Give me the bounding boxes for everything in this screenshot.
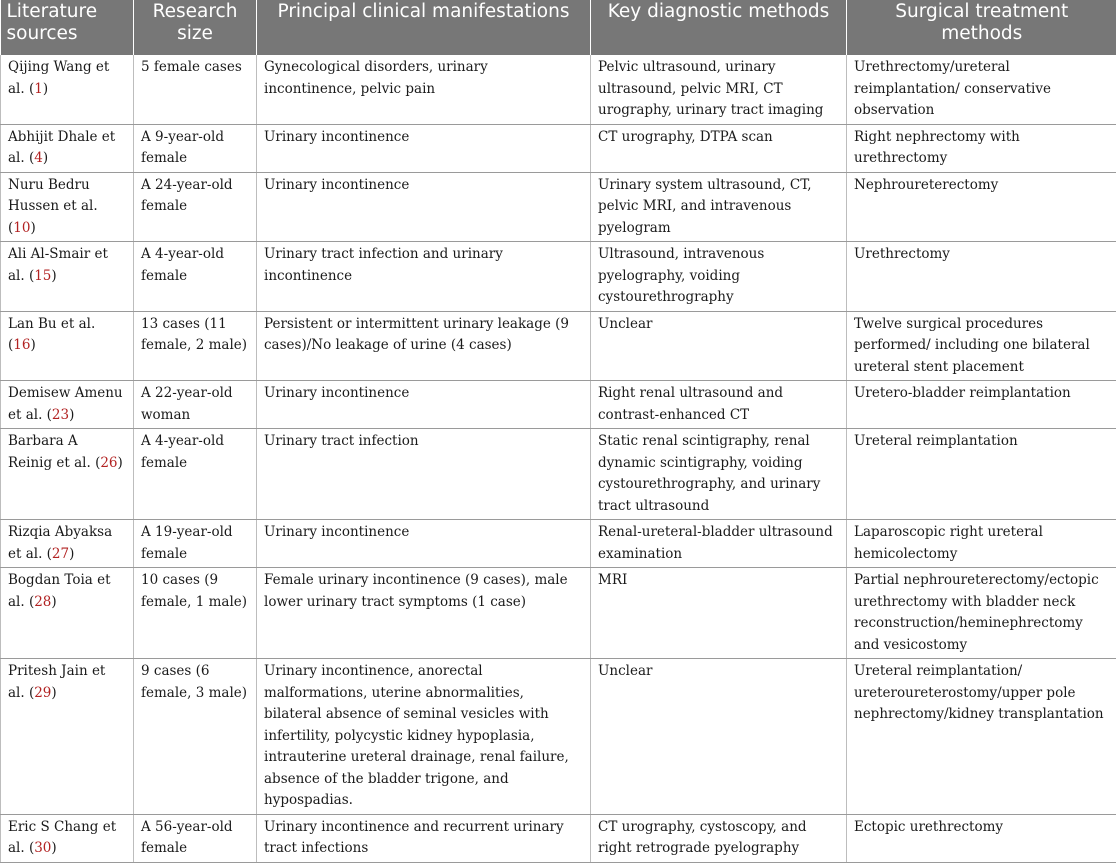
source-cell: [1, 381, 134, 429]
table-row: [1, 814, 1116, 862]
size-cell: 10 cases (9 female, 1 male): [134, 568, 257, 659]
manifestations-cell: Urinary incontinence: [257, 381, 591, 429]
diagnostics-cell: Right renal ultrasound and contrast-enhanced CT: [591, 381, 847, 429]
reference-link[interactable]: 15: [34, 268, 51, 284]
manifestations-cell: Gynecological disorders, urinary incontinence, pelvic pain: [257, 55, 591, 124]
source-cell: [1, 242, 134, 312]
surgery-cell: Laparoscopic right ureteral hemicolectomy: [847, 520, 1116, 568]
reference-link[interactable]: 26: [100, 455, 117, 471]
source-text: Bogdan Toia et al. (: [8, 572, 111, 610]
surgery-cell: Ureteral reimplantation/ ureteroureterostomy/upper pole nephrectomy/kidney transplantation: [847, 659, 1116, 815]
size-cell: A 19-year-old female: [134, 520, 257, 568]
surgery-cell: Urethrectomy/ureteral reimplantation/ conservative observation: [847, 55, 1116, 124]
source-close: ): [51, 594, 56, 610]
size-cell: A 4-year-old female: [134, 429, 257, 520]
size-cell: A 56-year-old female: [134, 814, 257, 862]
manifestations-cell: Urinary incontinence: [257, 172, 591, 242]
table-row: [1, 568, 1116, 659]
diagnostics-cell: Ultrasound, intravenous pyelography, voiding cystourethrography: [591, 242, 847, 312]
reference-link[interactable]: 4: [34, 150, 43, 166]
source-text: Qijing Wang et al. (: [8, 59, 109, 97]
source-close: ): [51, 268, 56, 284]
source-close: ): [118, 455, 123, 471]
header-diagnostic-methods: Key diagnostic methods: [591, 0, 847, 55]
table-row: [1, 381, 1116, 429]
reference-link[interactable]: 28: [34, 594, 51, 610]
table-row: [1, 429, 1116, 520]
size-cell: A 9-year-old female: [134, 124, 257, 172]
table-row: [1, 242, 1116, 312]
header-literature-sources: Literature sources: [1, 0, 134, 55]
manifestations-cell: Female urinary incontinence (9 cases), male lower urinary tract symptoms (1 case): [257, 568, 591, 659]
reference-link[interactable]: 29: [34, 685, 51, 701]
manifestations-cell: Urinary tract infection and urinary incontinence: [257, 242, 591, 312]
diagnostics-cell: CT urography, cystoscopy, and right retrograde pyelography: [591, 814, 847, 862]
surgery-cell: Nephroureterectomy: [847, 172, 1116, 242]
table-row: [1, 311, 1116, 381]
source-close: ): [69, 407, 74, 423]
source-text: Ali Al-Smair et al. (: [8, 246, 108, 284]
table-row: [1, 55, 1116, 124]
diagnostics-cell: Unclear: [591, 311, 847, 381]
source-text: Pritesh Jain et al. (: [8, 663, 105, 701]
size-cell: A 4-year-old female: [134, 242, 257, 312]
reference-link[interactable]: 1: [34, 81, 43, 97]
surgery-cell: Twelve surgical procedures performed/ including one bilateral ureteral stent placement: [847, 311, 1116, 381]
source-close: ): [51, 840, 56, 856]
surgery-cell: Urethrectomy: [847, 242, 1116, 312]
diagnostics-cell: Renal-ureteral-bladder ultrasound examination: [591, 520, 847, 568]
diagnostics-cell: Static renal scintigraphy, renal dynamic scintigraphy, voiding cystourethrography, and urinary tract ultrasound: [591, 429, 847, 520]
reference-link[interactable]: 16: [13, 337, 30, 353]
size-cell: A 24-year-old female: [134, 172, 257, 242]
surgery-cell: Partial nephroureterectomy/ectopic urethrectomy with bladder neck reconstruction/heminephrectomy and vesicostomy: [847, 568, 1116, 659]
manifestations-cell: Urinary incontinence, anorectal malformations, uterine abnormalities, bilateral absence of seminal vesicles with infertility, polycystic kidney hypoplasia, intrauterine ureteral drainage, renal failure, absence of the bladder trigone, and hypospadias.: [257, 659, 591, 815]
reference-link[interactable]: 27: [52, 546, 69, 562]
source-text: Eric S Chang et al. (: [8, 819, 116, 857]
size-cell: 13 cases (11 female, 2 male): [134, 311, 257, 381]
source-cell: [1, 172, 134, 242]
source-close: ): [43, 150, 48, 166]
header-research-size: Research size: [134, 0, 257, 55]
source-cell: [1, 520, 134, 568]
header-surgical-methods: Surgical treatment methods: [847, 0, 1116, 55]
manifestations-cell: Urinary incontinence: [257, 520, 591, 568]
source-cell: [1, 568, 134, 659]
table-row: [1, 172, 1116, 242]
manifestations-cell: Urinary incontinence: [257, 124, 591, 172]
diagnostics-cell: Unclear: [591, 659, 847, 815]
source-close: ): [69, 546, 74, 562]
source-cell: [1, 659, 134, 815]
reference-link[interactable]: 30: [34, 840, 51, 856]
source-cell: [1, 814, 134, 862]
source-cell: [1, 429, 134, 520]
manifestations-cell: Urinary tract infection: [257, 429, 591, 520]
diagnostics-cell: CT urography, DTPA scan: [591, 124, 847, 172]
source-cell: [1, 311, 134, 381]
source-text: Demisew Amenu et al. (: [8, 385, 123, 423]
source-cell: [1, 124, 134, 172]
surgery-cell: Right nephrectomy with urethrectomy: [847, 124, 1116, 172]
source-close: ): [43, 81, 48, 97]
surgery-cell: Ectopic urethrectomy: [847, 814, 1116, 862]
table-row: [1, 659, 1116, 815]
source-text: Rizqia Abyaksa et al. (: [8, 524, 112, 562]
source-text: Abhijit Dhale et al. (: [8, 129, 115, 167]
source-text: Nuru Bedru Hussen et al. (: [8, 177, 98, 236]
diagnostics-cell: MRI: [591, 568, 847, 659]
manifestations-cell: Persistent or intermittent urinary leakage (9 cases)/No leakage of urine (4 cases): [257, 311, 591, 381]
manifestations-cell: Urinary incontinence and recurrent urinary tract infections: [257, 814, 591, 862]
header-clinical-manifestations: Principal clinical manifestations: [257, 0, 591, 55]
reference-link[interactable]: 10: [13, 220, 30, 236]
diagnostics-cell: Urinary system ultrasound, CT, pelvic MRI, and intravenous pyelogram: [591, 172, 847, 242]
table-header: [1, 0, 1116, 55]
table-row: [1, 124, 1116, 172]
source-cell: [1, 55, 134, 124]
size-cell: 5 female cases: [134, 55, 257, 124]
diagnostics-cell: Pelvic ultrasound, urinary ultrasound, pelvic MRI, CT urography, urinary tract imaging: [591, 55, 847, 124]
surgery-cell: Ureteral reimplantation: [847, 429, 1116, 520]
header-row: [1, 0, 1116, 55]
source-close: ): [30, 337, 35, 353]
table-body: [1, 55, 1116, 862]
source-close: ): [30, 220, 35, 236]
table-row: [1, 520, 1116, 568]
reference-link[interactable]: 23: [52, 407, 69, 423]
source-close: ): [51, 685, 56, 701]
size-cell: A 22-year-old woman: [134, 381, 257, 429]
source-text: Lan Bu et al. (: [8, 316, 95, 354]
size-cell: 9 cases (6 female, 3 male): [134, 659, 257, 815]
source-text: Barbara A Reinig et al. (: [8, 433, 100, 471]
surgery-cell: Uretero-bladder reimplantation: [847, 381, 1116, 429]
